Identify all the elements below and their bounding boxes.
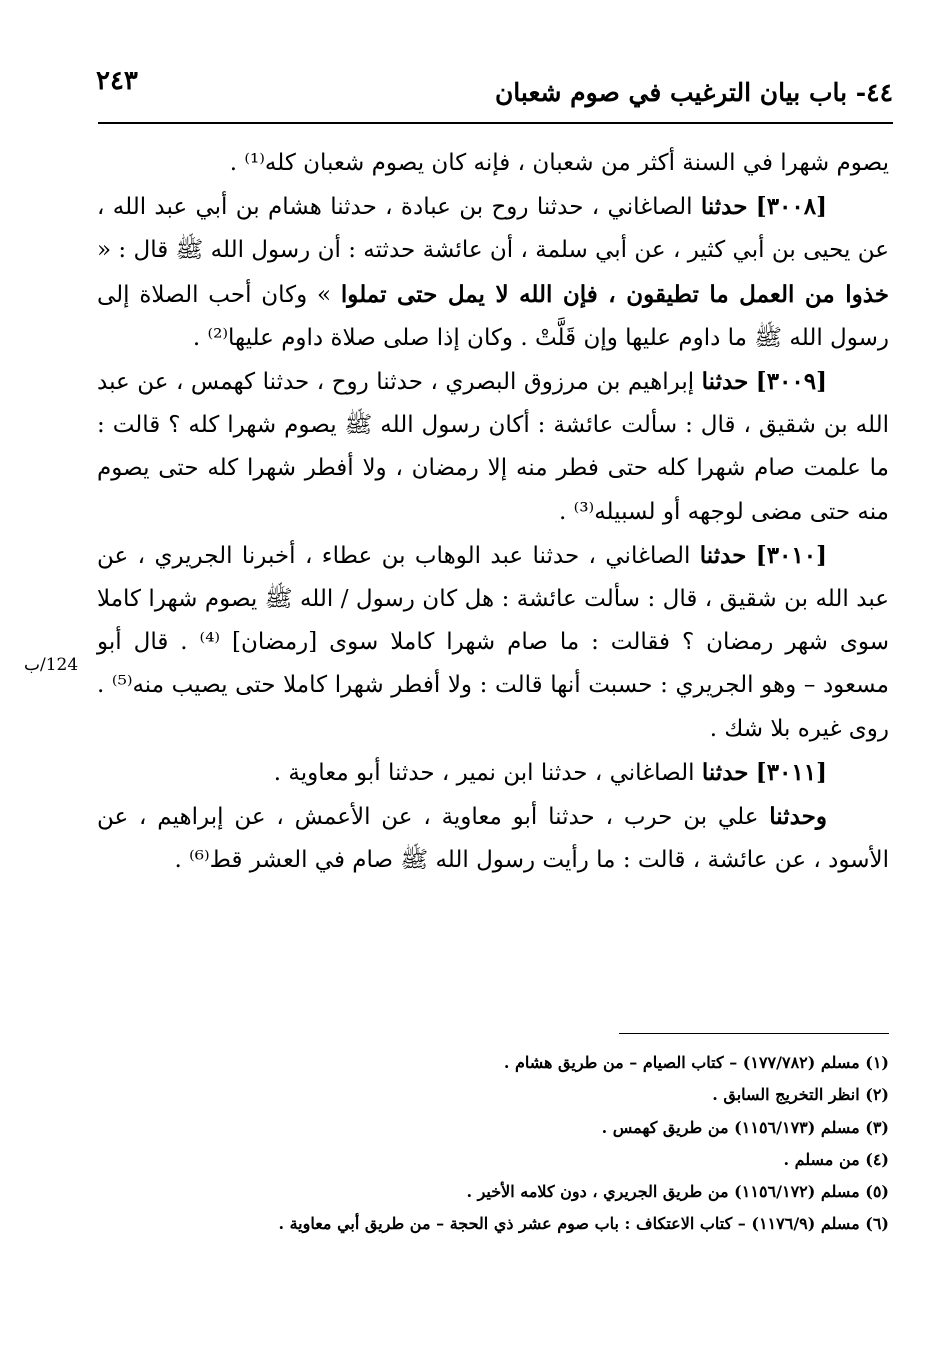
hadith-text: الصاغاني ، حدثنا ابن نمير ، حدثنا أبو معاوية . xyxy=(273,759,702,786)
footnote: (١) مسلم (١٧٧/٧٨٢) – كتاب الصيام – من طريق هشام . xyxy=(503,1053,889,1072)
hadith-3010 xyxy=(97,534,889,751)
manuscript-folio-note: 124/ب xyxy=(24,655,79,675)
hadith-number: [٣٠٠٩] xyxy=(755,368,827,396)
paragraph-continuation: يصوم شهرا في السنة أكثر من شعبان ، فإنه كان يصوم شعبان كله⁽¹⁾ . xyxy=(229,150,889,176)
hadith-lead: حدثنا xyxy=(700,193,748,221)
hadith-text: الصاغاني ، حدثنا روح بن عبادة ، حدثنا هشام بن أبي عبد الله ، عن يحيى بن أبي كثير ، عن أبي سلمة ، أن عائشة حدثته : أن رسول الله ﷺ قال : « xyxy=(97,194,889,264)
hadith-text: إبراهيم بن مرزوق البصري ، حدثنا روح ، حدثنا كهمس ، عن عبد الله بن شقيق ، قال : سألت عائشة : أكان رسول الله ﷺ يصوم شهرا كله ؟ قالت : ما علمت صام شهرا كله حتى فطر منه إلا رمضان ، ولا أفطر شهرا كله حتى يصوم منه حتى مضى لوجهه أو لسبيله⁽³⁾ . xyxy=(97,369,889,525)
hadith-3008 xyxy=(97,185,889,360)
hadith-text: الصاغاني ، حدثنا عبد الوهاب بن عطاء ، أخبرنا الجريري ، عن عبد الله بن شقيق ، قال : سألت عائشة : هل كان رسول / الله ﷺ يصوم شهرا كاملا سوى شهر رمضان ؟ فقالت : ما صام شهرا كاملا سوى [رمضان] ⁽⁴⁾ . قال أبو مسعود – وهو الجريري : حسبت أنها قالت : ولا أفطر شهرا كاملا حتى يصيب منه⁽⁵⁾ . روى غيره بلا شك . xyxy=(97,542,889,742)
footnote: (٦) مسلم (١١٧٦/٩) – كتاب الاعتكاف : باب صوم عشر ذي الحجة – من طريق أبي معاوية . xyxy=(278,1214,889,1234)
footnote-rule xyxy=(619,1033,889,1034)
hadith-lead: حدثنا xyxy=(701,368,749,396)
footnote: (٢) انظر التخريج السابق . xyxy=(712,1085,889,1105)
footnote: (٥) مسلم (١١٥٦/١٧٢) من طريق الجريري ، دون كلامه الأخير . xyxy=(466,1182,889,1202)
hadith-quote: خذوا من العمل ما تطيقون ، فإن الله لا يمل حتى تملوا xyxy=(340,280,889,308)
header-rule xyxy=(98,122,893,124)
hadith-text-rest: » وكان أحب الصلاة إلى رسول الله ﷺ ما داوم عليها وإن قَلَّتْ . وكان إذا صلى صلاة داوم عليها⁽²⁾ . xyxy=(97,281,889,351)
page-number: ٢٤٣ xyxy=(96,66,138,96)
chapter-title: ٤٤- باب بيان الترغيب في صوم شعبان xyxy=(494,78,893,107)
hadith-3011 xyxy=(97,751,889,795)
hadith-number: [٣٠١١] xyxy=(755,758,827,786)
hadith-3009 xyxy=(97,360,889,534)
hadith-lead: وحدثنا xyxy=(769,803,827,831)
footnotes xyxy=(97,1047,889,1241)
hadith-lead: حدثنا xyxy=(701,758,749,786)
hadith-number: [٣٠٠٨] xyxy=(755,193,827,221)
footnote: (٤) من مسلم . xyxy=(783,1149,889,1169)
hadith-lead: حدثنا xyxy=(699,541,747,569)
hadith-3011-second-chain xyxy=(97,795,889,882)
hadith-number: [٣٠١٠] xyxy=(755,541,827,569)
hadith-text: علي بن حرب ، حدثنا أبو معاوية ، عن الأعمش ، عن إبراهيم ، عن الأسود ، عن عائشة ، قالت : ما رأيت رسول الله ﷺ صام في العشر قط⁽⁶⁾ . xyxy=(97,804,889,874)
footnote: (٣) مسلم (١١٥٦/١٧٣) من طريق كهمس . xyxy=(601,1117,889,1137)
main-text xyxy=(97,142,889,882)
